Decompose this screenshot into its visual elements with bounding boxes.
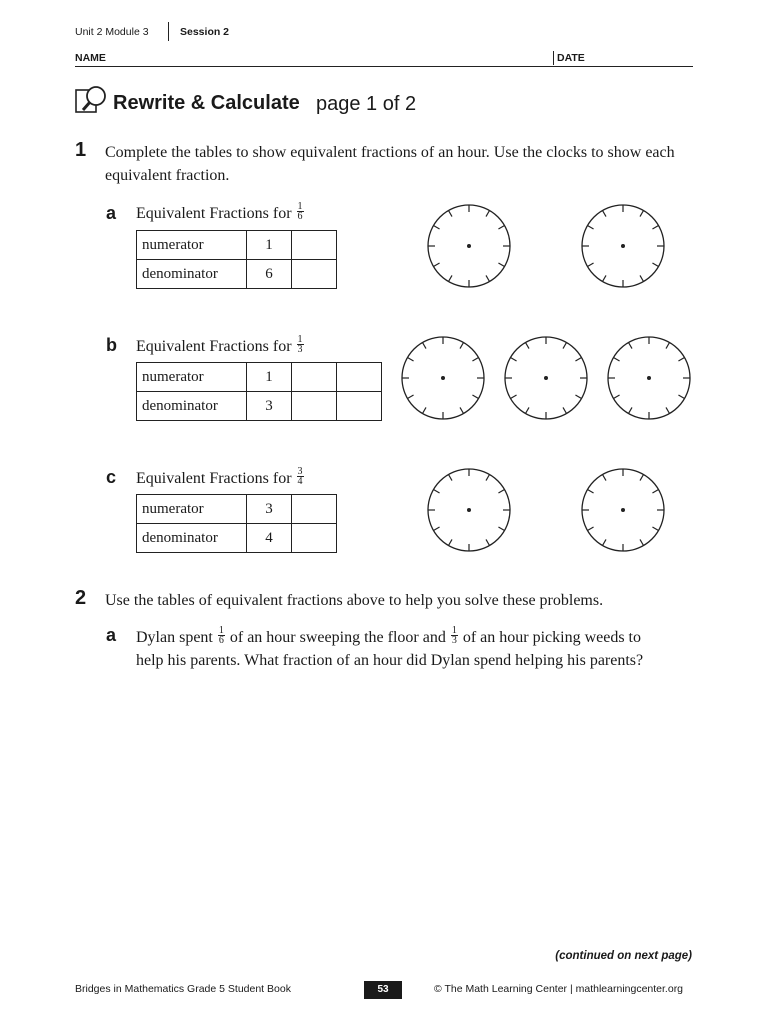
clock-tick (472, 395, 478, 399)
table-cell-blank[interactable] (292, 260, 337, 289)
clock-center-dot (441, 376, 445, 380)
clock-tick (640, 210, 644, 216)
copyright-text: © The Math Learning Center (434, 983, 568, 995)
frac-den: 4 (297, 475, 303, 487)
clock-tick (423, 342, 427, 348)
clock-tick (563, 342, 567, 348)
clock-center-dot (467, 244, 471, 248)
page-of-label: page 1 of 2 (316, 93, 417, 115)
clock-tick (575, 358, 581, 362)
part-1c-caption (136, 467, 305, 490)
clock-center-dot (647, 376, 651, 380)
table-cell: 1 (247, 231, 292, 260)
part-1a-caption (136, 202, 305, 225)
unit-module-label: Unit 2 Module 3 (75, 26, 149, 38)
row-label: denominator (137, 392, 247, 421)
page-number-badge: 53 (364, 981, 402, 999)
clock-tick (433, 490, 439, 494)
question-2-text: Use the tables of equivalent fractions above to help you solve these problems. (105, 592, 604, 609)
row-label: numerator (137, 363, 247, 392)
table-cell: 6 (247, 260, 292, 289)
frac-num: 1 (218, 624, 224, 636)
clock-face[interactable] (605, 334, 693, 422)
footer-copyright (434, 983, 683, 995)
date-label: DATE (557, 52, 585, 64)
clock-tick (433, 226, 439, 230)
frac-num: 1 (297, 333, 303, 345)
clock-center-dot (621, 244, 625, 248)
row-label: denominator (137, 524, 247, 553)
denominator-row (137, 260, 337, 289)
table-cell-blank[interactable] (337, 363, 382, 392)
caption-text: Equivalent Fractions for (136, 205, 292, 222)
clock-face[interactable] (579, 466, 667, 554)
question-1-text: Complete the tables to show equivalent fractions of an hour. Use the clocks to show each equivalent fraction. (105, 144, 675, 184)
clock-tick (498, 490, 504, 494)
clock-tick (498, 263, 504, 267)
caption-text: Equivalent Fractions for (136, 470, 292, 487)
clock-tick (486, 539, 490, 545)
book-title: Bridges in Mathematics Grade 5 Student Book (75, 983, 291, 995)
frac-num: 3 (297, 465, 303, 477)
numerator-row (137, 231, 337, 260)
fraction (218, 626, 225, 645)
clock-tick (587, 226, 593, 230)
clock-tick (640, 275, 644, 281)
table-cell-blank[interactable] (292, 392, 337, 421)
question-1-number: 1 (75, 139, 87, 161)
clock-tick (603, 210, 607, 216)
part-1b-caption (136, 335, 305, 358)
fraction (451, 626, 458, 645)
table-cell-blank[interactable] (292, 495, 337, 524)
clock-tick (603, 275, 607, 281)
header-divider (168, 22, 169, 41)
numerator-row (137, 363, 382, 392)
clock-tick (603, 539, 607, 545)
clock-tick (498, 226, 504, 230)
clock-tick (652, 226, 658, 230)
continued-note: (continued on next page) (555, 950, 692, 962)
fraction (297, 335, 304, 354)
clock-tick (486, 210, 490, 216)
denominator-row (137, 392, 382, 421)
table-cell-blank[interactable] (337, 392, 382, 421)
clock-tick (678, 395, 684, 399)
clock-tick (449, 210, 453, 216)
clock-tick (613, 358, 619, 362)
footer-url[interactable]: mathlearningcenter.org (575, 983, 684, 995)
page-title: Rewrite & Calculate (113, 92, 300, 114)
clock-tick (449, 539, 453, 545)
clock-tick (640, 474, 644, 480)
frac-den: 3 (451, 634, 457, 646)
table-cell: 3 (247, 392, 292, 421)
text-segment: of an hour picking weeds to (462, 629, 641, 646)
row-label: numerator (137, 495, 247, 524)
clock-tick (510, 358, 516, 362)
part-1c-letter: c (106, 467, 117, 487)
clock-tick (433, 527, 439, 531)
table-1c (136, 494, 337, 553)
frac-den: 6 (297, 210, 303, 222)
clock-tick (652, 527, 658, 531)
session-label: Session 2 (180, 26, 230, 38)
clock-tick (472, 358, 478, 362)
clock-tick (423, 407, 427, 413)
table-cell: 4 (247, 524, 292, 553)
question-2-number: 2 (75, 587, 87, 609)
clock-tick (486, 275, 490, 281)
part-1b-letter: b (106, 335, 117, 355)
row-label: numerator (137, 231, 247, 260)
clock-tick (460, 407, 464, 413)
table-cell-blank[interactable] (292, 231, 337, 260)
clock-tick (587, 490, 593, 494)
text-segment: of an hour sweeping the floor and (229, 629, 446, 646)
clock-tick (498, 527, 504, 531)
clock-tick (563, 407, 567, 413)
clock-tick (652, 263, 658, 267)
clock-tick (603, 474, 607, 480)
numerator-row (137, 495, 337, 524)
clock-tick (640, 539, 644, 545)
name-line (75, 66, 693, 67)
clock-tick (587, 527, 593, 531)
frac-num: 1 (297, 200, 303, 212)
clock-face[interactable] (425, 466, 513, 554)
clock-tick (652, 490, 658, 494)
clock-tick (629, 342, 633, 348)
clock-tick (407, 358, 413, 362)
clock-tick (666, 407, 670, 413)
clock-face[interactable] (399, 334, 487, 422)
clock-tick (433, 263, 439, 267)
clock-tick (575, 395, 581, 399)
part-2a-text (136, 626, 736, 672)
name-label: NAME (75, 52, 106, 64)
part-2a-letter: a (106, 625, 117, 645)
fraction (297, 202, 304, 221)
clock-tick (526, 407, 530, 413)
footer-separator: | (569, 983, 576, 995)
date-divider (553, 51, 554, 65)
frac-num: 1 (451, 624, 457, 636)
caption-text: Equivalent Fractions for (136, 338, 292, 355)
frac-den: 3 (297, 343, 303, 355)
clock-face[interactable] (579, 202, 667, 290)
table-1a (136, 230, 337, 289)
clock-tick (407, 395, 413, 399)
clock-tick (678, 358, 684, 362)
clock-tick (629, 407, 633, 413)
row-label: denominator (137, 260, 247, 289)
table-cell: 3 (247, 495, 292, 524)
clock-tick (510, 395, 516, 399)
clock-center-dot (544, 376, 548, 380)
frac-den: 6 (218, 634, 224, 646)
clock-tick (449, 474, 453, 480)
table-cell: 1 (247, 363, 292, 392)
clock-tick (460, 342, 464, 348)
clock-tick (587, 263, 593, 267)
table-cell-blank[interactable] (292, 524, 337, 553)
clock-center-dot (621, 508, 625, 512)
table-1b (136, 362, 382, 421)
clock-tick (666, 342, 670, 348)
clock-face[interactable] (502, 334, 590, 422)
text-segment: Dylan spent (136, 629, 213, 646)
part-1a-letter: a (106, 203, 117, 223)
clock-tick (526, 342, 530, 348)
magnifier-book-icon (75, 84, 109, 114)
fraction (297, 467, 304, 486)
table-cell-blank[interactable] (292, 363, 337, 392)
clock-tick (613, 395, 619, 399)
clock-tick (486, 474, 490, 480)
clock-center-dot (467, 508, 471, 512)
text-segment: help his parents. What fraction of an hour did Dylan spend helping his parents? (136, 652, 644, 669)
clock-tick (449, 275, 453, 281)
clock-face[interactable] (425, 202, 513, 290)
denominator-row (137, 524, 337, 553)
